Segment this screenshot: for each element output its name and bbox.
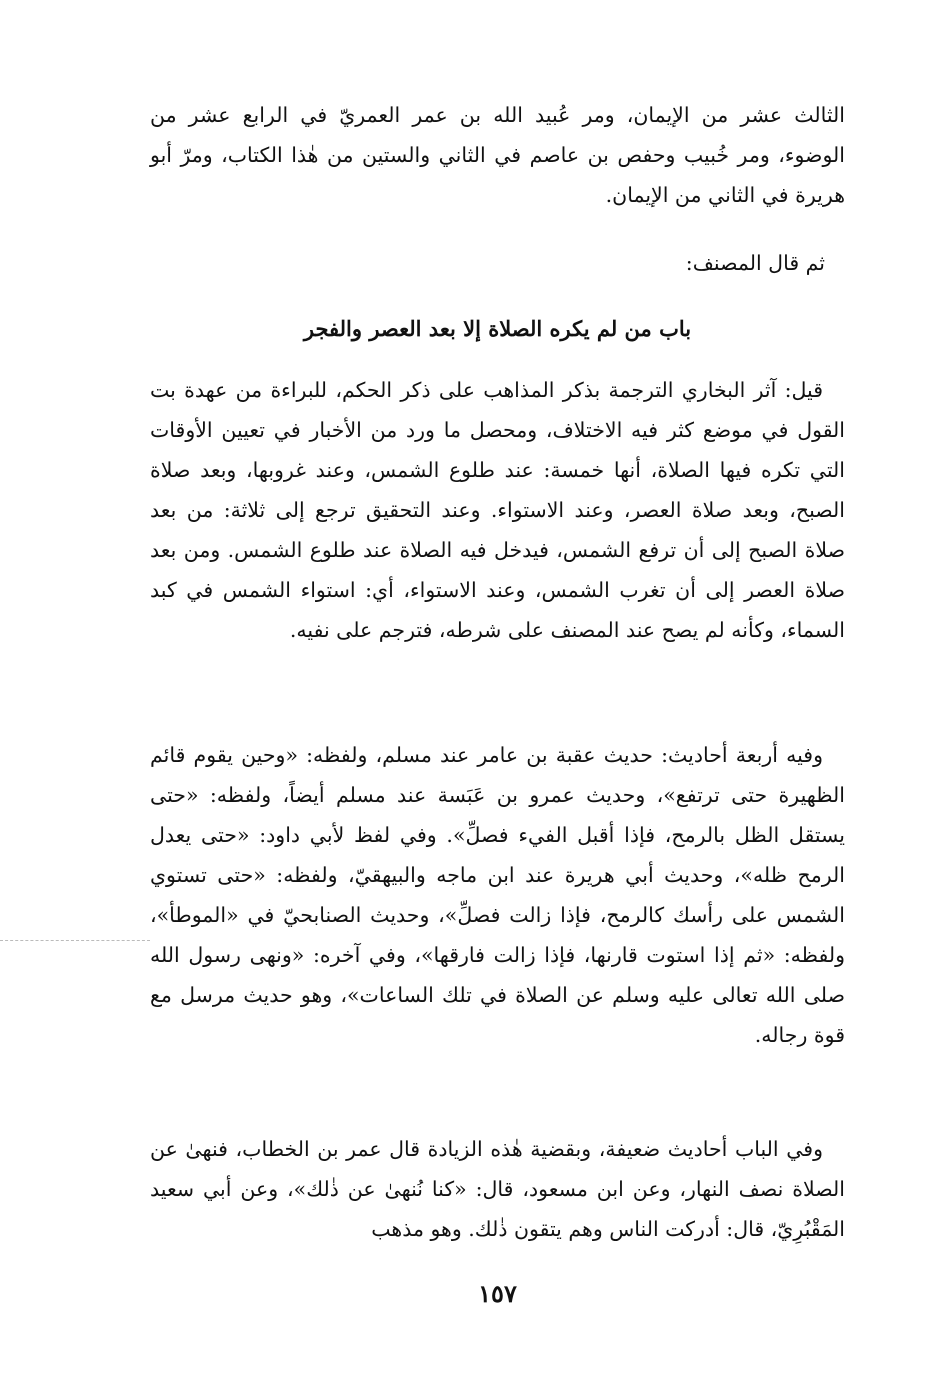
body-paragraph-1: قيل: آثر البخاري الترجمة بذكر المذاهب على ذكر الحكم، للبراءة من عهدة بت القول في موضع كثر فيه الاختلاف، ومحصل ما ورد من الأخبار في تعيين الأوقات التي تكره فيها الصلاة، أنها خمسة: عند طلوع الشمس، وعند غروبها، وبعد صلاة الصبح، وبعد صلاة العصر، وعند الاستواء. وعند التحقيق ترجع إلى ثلاثة: من بعد صلاة الصبح إلى أن ترفع الشمس، فيدخل فيه الصلاة عند طلوع الشمس. ومن بعد صلاة العصر إلى أن تغرب الشمس، وعند الاستواء، أي: استواء الشمس في كبد السماء، وكأنه لم يصح عند المصنف على شرطه، فترجم على نفيه.	[150, 378, 845, 642]
book-page	[150, 95, 845, 1340]
body-paragraph-2: وفيه أربعة أحاديث: حديث عقبة بن عامر عند مسلم، ولفظه: «وحين يقوم قائم الظهيرة حتى ترتفع»، وحديث عمرو بن عَبَسة عند مسلم أيضاً، ولفظه: «حتى يستقل الظل بالرمح، فإذا أقبل الفيء فصلِّ». وفي لفظ لأبي داود: «حتى يعدل الرمح ظله»، وحديث أبي هريرة عند ابن ماجه والبيهقيّ، ولفظه: «حتى تستوي الشمس على رأسك كالرمح، فإذا زالت فصلِّ»، وحديث الصنابحيّ في «الموطأ»، ولفظه: «ثم إذا استوت قارنها، فإذا زالت فارقها»، وفي آخره: «ونهى رسول الله صلى الله تعالى عليه وسلم عن الصلاة في تلك الساعات»، وهو حديث مرسل مع قوة رجاله.	[150, 743, 845, 1047]
page-number: ١٥٧	[478, 1279, 517, 1308]
chapter-heading: باب من لم يكره الصلاة إلا بعد العصر والفجر	[303, 316, 692, 341]
body-paragraph-3: وفي الباب أحاديث ضعيفة، وبقضية هٰذه الزيادة قال عمر بن الخطاب، فنهىٰ عن الصلاة نصف النهار، وعن ابن مسعود، قال: «كنا نُنهىٰ عن ذٰلك»، وعن أبي سعيد المَقْبُرِيّ، قال: أدركت الناس وهم يتقون ذٰلك. وهو مذهب	[150, 1137, 845, 1241]
author-said-line: ثم قال المصنف:	[685, 251, 825, 275]
scan-edge-line	[0, 940, 150, 941]
opening-paragraph: الثالث عشر من الإيمان، ومر عُبيد الله بن عمر العمريّ في الرابع عشر من الوضوء، ومر خُبيب وحفص بن عاصم في الثاني والستين من هٰذا الكتاب، ومرّ أبو هريرة في الثاني من الإيمان.	[150, 103, 845, 207]
